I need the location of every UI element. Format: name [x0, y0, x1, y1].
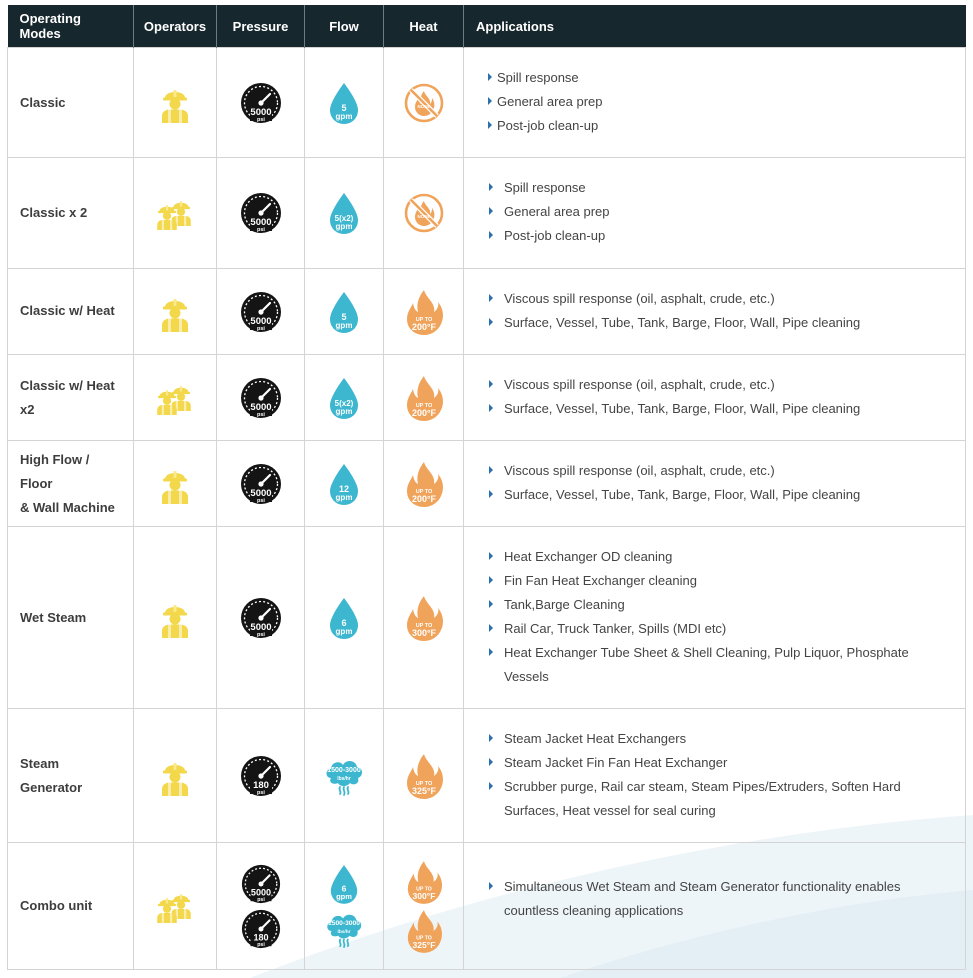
header-applications: Applications	[464, 5, 966, 48]
pressure-gauge-icon	[239, 754, 283, 798]
list-item: Tank,Barge Cleaning	[488, 593, 949, 617]
flame-icon	[404, 460, 444, 508]
list-item: Steam Jacket Fin Fan Heat Exchanger	[488, 751, 949, 775]
heat-value: 300°F	[412, 890, 435, 901]
water-drop-icon	[327, 376, 361, 420]
mode-name	[8, 355, 134, 441]
pressure-gauge-icon	[240, 908, 282, 950]
pressure-value: 5000	[249, 621, 272, 633]
list-item: Surface, Vessel, Tube, Tank, Barge, Floor, Wall, Pipe cleaning	[488, 397, 949, 421]
applications-cell	[464, 843, 966, 970]
heat-none-label: NONE	[416, 103, 431, 109]
heat-up-to: UP TO	[415, 488, 432, 495]
flow-value: 5(x2)	[334, 214, 354, 223]
applications-cell	[464, 48, 966, 158]
list-item: Surface, Vessel, Tube, Tank, Barge, Floor, Wall, Pipe cleaning	[488, 311, 949, 335]
flow-unit: lbs/hr	[337, 775, 351, 782]
list-item: Fin Fan Heat Exchanger cleaning	[488, 569, 949, 593]
applications-list	[488, 176, 949, 248]
two-operators-icon	[152, 381, 198, 415]
operator-icon	[155, 464, 195, 504]
flow-value: 5(x2)	[334, 398, 354, 408]
applications-cell	[464, 158, 966, 269]
flame-icon	[405, 908, 443, 954]
header-operators: Operators	[134, 5, 217, 48]
two-operators-icon	[152, 889, 198, 923]
flow-value: 5	[341, 102, 347, 113]
header-heat: Heat	[384, 5, 464, 48]
pressure-unit: psi	[256, 789, 265, 796]
heat-none-label: NONE	[416, 214, 431, 219]
heat-up-to: UP TO	[415, 402, 432, 409]
mode-name: Classic x 2	[8, 158, 134, 269]
pressure-gauge-icon	[239, 596, 283, 640]
heat-value: 325°F	[411, 785, 436, 796]
water-drop-icon	[327, 462, 361, 506]
pressure-value: 5000	[250, 886, 271, 897]
mode-name-line: & Wall Machine	[20, 499, 115, 515]
pressure-value: 5000	[249, 315, 272, 327]
pressure-unit: psi	[256, 411, 265, 418]
flame-icon	[404, 752, 444, 800]
pressure-gauge-icon	[240, 863, 282, 905]
flame-icon	[405, 859, 443, 905]
heat-value: 200°F	[411, 321, 436, 332]
header-flow: Flow	[305, 5, 384, 48]
mode-name	[8, 441, 134, 527]
mode-name: Wet Steam	[8, 527, 134, 709]
pressure-unit: psi	[256, 896, 265, 903]
heat-up-to: UP TO	[415, 886, 432, 893]
applications-list	[488, 287, 949, 335]
heat-up-to: UP TO	[415, 780, 432, 787]
table-row	[8, 843, 966, 970]
mode-name-line: x2	[20, 401, 35, 417]
applications-list	[488, 875, 949, 923]
flow-unit: gpm	[335, 320, 353, 330]
list-item: Spill response	[488, 176, 949, 200]
operator-icon	[155, 292, 195, 332]
pressure-value: 5000	[249, 217, 272, 228]
list-item: Viscous spill response (oil, asphalt, crude, etc.)	[488, 287, 949, 311]
heat-value: 325°F	[412, 939, 435, 950]
steam-cloud-icon	[322, 754, 366, 798]
list-item: Simultaneous Wet Steam and Steam Generator functionality enables countless cleaning applications	[488, 875, 949, 923]
list-item: Post-job clean-up	[488, 224, 949, 248]
flow-unit: gpm	[335, 492, 353, 502]
pressure-value: 5000	[249, 401, 272, 413]
applications-list	[488, 66, 949, 138]
pressure-value: 5000	[249, 106, 272, 118]
table-row	[8, 441, 966, 527]
list-item: General area prep	[488, 200, 949, 224]
list-item: Spill response	[488, 66, 949, 90]
pressure-unit: psi	[256, 497, 265, 504]
no-heat-icon	[402, 191, 446, 235]
operator-icon	[155, 756, 195, 796]
pressure-gauge-icon	[239, 191, 283, 235]
pressure-gauge-icon	[239, 462, 283, 506]
list-item: Viscous spill response (oil, asphalt, crude, etc.)	[488, 459, 949, 483]
flow-value: 1500-3000	[328, 919, 360, 927]
pressure-gauge-icon	[239, 81, 283, 125]
pressure-gauge-icon	[239, 376, 283, 420]
pressure-unit: psi	[256, 631, 265, 638]
heat-value: 300°F	[411, 627, 436, 638]
pressure-value: 180	[252, 931, 269, 942]
mode-name: Combo unit	[8, 843, 134, 970]
applications-list	[488, 459, 949, 507]
table-row	[8, 355, 966, 441]
list-item: Post-job clean-up	[488, 114, 949, 138]
mode-name: Classic w/ Heat	[8, 269, 134, 355]
list-item: General area prep	[488, 90, 949, 114]
list-item: Scrubber purge, Rail car steam, Steam Pipes/Extruders, Soften Hard Surfaces, Heat vessel for seal curing	[488, 775, 949, 823]
flow-unit: gpm	[335, 626, 353, 636]
steam-cloud-icon	[323, 908, 365, 950]
heat-value: 200°F	[411, 407, 436, 418]
pressure-unit: psi	[256, 227, 265, 233]
water-drop-icon	[327, 81, 361, 125]
pressure-unit: psi	[256, 116, 265, 123]
flame-icon	[404, 374, 444, 422]
pressure-unit: psi	[256, 941, 265, 948]
header-operating-modes: Operating Modes	[8, 5, 134, 48]
flow-unit: lbs/hr	[337, 929, 351, 935]
applications-list	[488, 545, 949, 689]
water-drop-icon	[327, 290, 361, 334]
flame-icon	[404, 594, 444, 642]
operating-modes-table	[7, 5, 966, 970]
water-drop-icon	[327, 596, 361, 640]
applications-cell	[464, 269, 966, 355]
heat-up-to: UP TO	[415, 935, 432, 942]
header-row	[8, 5, 966, 48]
applications-cell	[464, 355, 966, 441]
list-item: Surface, Vessel, Tube, Tank, Barge, Floor, Wall, Pipe cleaning	[488, 483, 949, 507]
operator-icon	[155, 598, 195, 638]
list-item: Heat Exchanger Tube Sheet & Shell Cleaning, Pulp Liquor, Phosphate Vessels	[488, 641, 949, 689]
pressure-unit: psi	[256, 325, 265, 332]
operator-icon	[155, 83, 195, 123]
flow-value: 6	[341, 617, 347, 628]
applications-list	[488, 373, 949, 421]
flow-unit: gpm	[335, 222, 353, 231]
heat-up-to: UP TO	[415, 316, 432, 323]
flow-unit: gpm	[335, 406, 353, 416]
mode-name-line: High Flow / Floor	[20, 451, 90, 491]
applications-list	[488, 727, 949, 823]
water-drop-icon	[327, 191, 361, 235]
flow-unit: gpm	[336, 891, 352, 901]
heat-value: 200°F	[411, 493, 436, 504]
table-row	[8, 269, 966, 355]
applications-cell	[464, 709, 966, 843]
applications-cell	[464, 441, 966, 527]
table-row	[8, 709, 966, 843]
flame-icon	[404, 288, 444, 336]
mode-name: Classic	[8, 48, 134, 158]
applications-cell	[464, 527, 966, 709]
pressure-value: 180	[252, 779, 269, 791]
list-item: Viscous spill response (oil, asphalt, crude, etc.)	[488, 373, 949, 397]
list-item: Steam Jacket Heat Exchangers	[488, 727, 949, 751]
heat-up-to: UP TO	[415, 622, 432, 629]
flow-value: 5	[341, 311, 347, 322]
flow-value: 12	[338, 483, 350, 494]
flow-value: 1500-3000	[327, 766, 361, 774]
list-item: Heat Exchanger OD cleaning	[488, 545, 949, 569]
two-operators-icon	[152, 196, 198, 230]
mode-name: Steam Generator	[8, 709, 134, 843]
table-row	[8, 48, 966, 158]
flow-unit: gpm	[335, 111, 353, 121]
no-heat-icon	[402, 81, 446, 125]
pressure-value: 5000	[249, 487, 272, 499]
mode-name-line: Classic w/ Heat	[20, 377, 115, 393]
water-drop-icon	[328, 863, 360, 905]
pressure-gauge-icon	[239, 290, 283, 334]
table-row	[8, 158, 966, 269]
flow-value: 6	[341, 883, 347, 894]
list-item: Rail Car, Truck Tanker, Spills (MDI etc)	[488, 617, 949, 641]
header-pressure: Pressure	[217, 5, 305, 48]
table-row	[8, 527, 966, 709]
